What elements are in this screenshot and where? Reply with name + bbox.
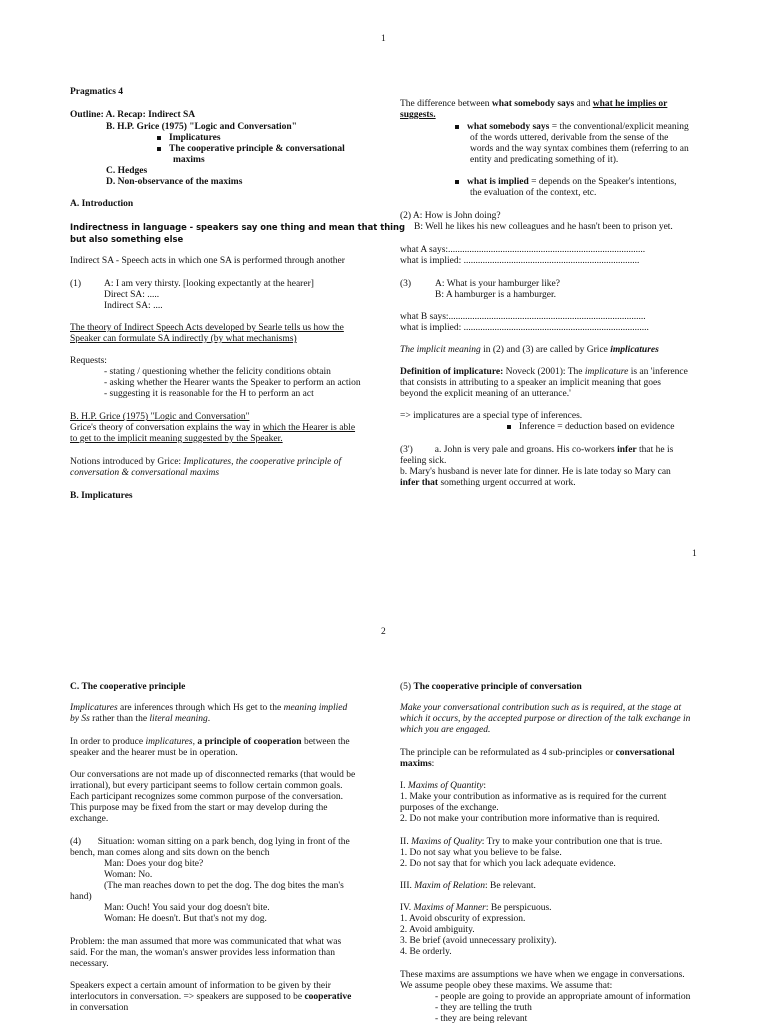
example-3p-a-line-2: feeling sick.	[400, 456, 447, 466]
what-is-implied-blank-1: what is implied: ..........................................................................	[400, 256, 640, 266]
cp-heading: (5) The cooperative principle of conversation	[400, 682, 582, 692]
implicatures-def-line-2: by Ss rather than the literal meaning.	[70, 714, 211, 724]
assumptions-item: - people are going to provide an appropriate amount of information	[435, 992, 691, 1002]
what-b-says-blank: what B says:...................................................................................	[400, 312, 646, 322]
implied-bullet: what is implied = depends on the Speaker's intentions,	[455, 177, 676, 188]
example-3p-b-line-2: infer that something urgent occurred at work.	[400, 478, 576, 488]
conversation-line-4: This purpose may be fixed from the start or may develop during the	[70, 803, 328, 813]
says-line-2: of the words uttered, derivable from the sense of the	[470, 133, 669, 143]
assumptions-item: - they are being relevant	[435, 1014, 528, 1024]
example-1-utterance: A: I am very thirsty. [looking expectantly at the hearer]	[104, 279, 314, 289]
grice-heading: B. H.P. Grice (1975) "Logic and Conversation"	[70, 412, 250, 422]
definition-line-3: beyond the explicit meaning of an utterance.'	[400, 389, 571, 399]
conversation-line-2: irrational), but every participant seems to follow certain common goals.	[70, 781, 343, 791]
example-2-a: (2) A: How is John doing?	[400, 211, 501, 221]
outline-d: D. Non-observance of the maxims	[106, 177, 243, 187]
expectation-line-3: in conversation	[70, 1003, 129, 1013]
relation-heading: III. Maxim of Relation: Be relevant.	[400, 881, 536, 891]
outline-b: B. H.P. Grice (1975) "Logic and Conversation"	[106, 122, 297, 132]
bullet-icon	[157, 147, 161, 151]
indirectness-line-1: Indirectness in language - speakers say one thing and mean that thing	[70, 222, 406, 232]
special-inference-line: => implicatures are a special type of inferences.	[400, 411, 583, 421]
example-3p-a: (3') a. John is very pale and groans. His co-workers infer that he is	[400, 445, 674, 455]
outline-b-bullet-2-cont: maxims	[173, 155, 205, 165]
bullet-icon	[455, 180, 459, 184]
definition-line-2: that consists in attributing to a speaker an implicit meaning that goes	[400, 378, 661, 388]
cp-text-line-1: Make your conversational contribution such as is required, at the stage at	[400, 703, 682, 713]
says-line-4: entity and predicating something of it).	[470, 155, 619, 165]
quality-2: 2. Do not say that for which you lack adequate evidence.	[400, 859, 616, 869]
example-4-line-4: Woman: No.	[104, 870, 153, 880]
requests-item: - stating / questioning whether the felicity conditions obtain	[104, 367, 331, 377]
example-3-b: B: A hamburger is a hamburger.	[435, 290, 557, 300]
section-a-heading: A. Introduction	[70, 199, 134, 209]
quantity-heading: I. Maxims of Quantity:	[400, 781, 487, 791]
bullet-icon	[157, 136, 161, 140]
manner-2: 2. Avoid ambiguity.	[400, 925, 475, 935]
quantity-2: 2. Do not make your contribution more informative than is required.	[400, 814, 660, 824]
example-4-line-7: Man: Ouch! You said your dog doesn't bite.	[104, 903, 270, 913]
problem-line-2: said. For the man, the woman's answer provides less information than	[70, 948, 336, 958]
says-bullet: what somebody says = the conventional/explicit meaning	[455, 122, 689, 133]
example-3p-b-line-1: b. Mary's husband is never late for dinner. He is late today so Mary can	[400, 467, 671, 477]
grice-line-1: Grice's theory of conversation explains the way in which the Hearer is able	[70, 423, 356, 433]
expectation-line-2: interlocutors in conversation. => speakers are supposed to be cooperative	[70, 992, 352, 1002]
example-1-indirect: Indirect SA: ....	[104, 301, 163, 311]
conversation-line-5: exchange.	[70, 814, 109, 824]
section-c-heading: C. The cooperative principle	[70, 682, 186, 692]
quality-1: 1. Do not say what you believe to be false.	[400, 848, 562, 858]
assumptions-line-2: We assume people obey these maxims. We assume that:	[400, 981, 613, 991]
problem-line-3: necessary.	[70, 959, 109, 969]
definition-line-1: Definition of implicature: Noveck (2001): The implicature is an 'inference	[400, 367, 688, 377]
quantity-1-line-2: purposes of the exchange.	[400, 803, 499, 813]
assumptions-line-1: These maxims are assumptions we have when we engage in conversations.	[400, 970, 685, 980]
example-1-number: (1)	[70, 279, 82, 289]
page-1-number-top: 1	[381, 34, 386, 44]
implied-line-2: the evaluation of the context, etc.	[470, 188, 597, 198]
difference-line-1: The difference between what somebody says and what he implies or	[400, 99, 668, 109]
problem-line-1: Problem: the man assumed that more was communicated that what was	[70, 937, 342, 947]
notions-line-1: Notions introduced by Grice: Implicatures, the cooperative principle of	[70, 457, 342, 467]
theory-line-1: The theory of Indirect Speech Acts developed by Searle tells us how the	[70, 323, 344, 333]
quantity-1-line-1: 1. Make your contribution as informative as is required for the current	[400, 792, 667, 802]
outline-a: Outline: A. Recap: Indirect SA	[70, 110, 196, 120]
example-4-line-2: bench, man comes along and sits down on the bench	[70, 848, 270, 858]
bullet-icon	[455, 125, 459, 129]
says-line-3: words and the way syntax combines them (referring to an	[470, 144, 689, 154]
manner-4: 4. Be orderly.	[400, 947, 452, 957]
example-3-number: (3)	[400, 279, 412, 289]
manner-heading: IV. Maxims of Manner: Be perspicuous.	[400, 903, 552, 913]
example-4-line-6: hand)	[70, 892, 92, 902]
cooperation-line-1: In order to produce implicatures, a principle of cooperation between the	[70, 737, 350, 747]
what-a-says-blank: what A says:...................................................................................	[400, 245, 646, 255]
reformulation-line-1: The principle can be reformulated as 4 sub-principles or conversational	[400, 748, 675, 758]
document-title: Pragmatics 4	[70, 87, 124, 97]
inference-bullet: Inference = deduction based on evidence	[507, 422, 674, 433]
grice-line-2: to get to the implicit meaning suggested by the Speaker.	[70, 434, 283, 444]
bullet-icon	[507, 425, 511, 429]
difference-line-2: suggests.	[400, 110, 436, 120]
what-is-implied-blank-2: what is implied: ..............................................................................	[400, 323, 649, 333]
cp-text-line-2: which it occurs, by the accepted purpose or direction of the talk exchange in	[400, 714, 691, 724]
page-2-number-top: 2	[381, 627, 386, 637]
example-2-b: B: Well he likes his new colleagues and he hasn't been to prison yet.	[414, 222, 673, 232]
section-b-heading: B. Implicatures	[70, 491, 133, 501]
theory-line-2: Speaker can formulate SA indirectly (by what mechanisms)	[70, 334, 297, 344]
notions-line-2: conversation & conversational maxims	[70, 468, 220, 478]
example-4-line-3: Man: Does your dog bite?	[104, 859, 204, 869]
reformulation-line-2: maxims:	[400, 759, 435, 769]
page-1-number-bottom: 1	[692, 549, 697, 559]
cp-text-line-3: which you are engaged.	[400, 725, 491, 735]
example-3-a: A: What is your hamburger like?	[435, 279, 560, 289]
expectation-line-1: Speakers expect a certain amount of information to be given by their	[70, 981, 331, 991]
example-1-direct: Direct SA: .....	[104, 290, 160, 300]
quality-heading: II. Maxims of Quality: Try to make your contribution one that is true.	[400, 837, 663, 847]
requests-item: - suggesting it is reasonable for the H to perform an act	[104, 389, 314, 399]
requests-label: Requests:	[70, 356, 107, 366]
requests-item: - asking whether the Hearer wants the Speaker to perform an action	[104, 378, 361, 388]
implicatures-def-line-1: Implicatures are inferences through which Hs get to the meaning implied	[70, 703, 348, 713]
indirect-sa-definition: Indirect SA - Speech acts in which one SA is performed through another	[70, 256, 345, 266]
example-4-line-1: (4) Situation: woman sitting on a park bench, dog lying in front of the	[70, 837, 350, 847]
manner-3: 3. Be brief (avoid unnecessary prolixity).	[400, 936, 557, 946]
assumptions-item: - they are telling the truth	[435, 1003, 532, 1013]
outline-b-bullet-2: The cooperative principle & conversational	[157, 144, 345, 155]
outline-c: C. Hedges	[106, 166, 148, 176]
conversation-line-3: Each participant recognizes some common purpose of the conversation.	[70, 792, 344, 802]
outline-b-bullet-1: Implicatures	[157, 133, 221, 144]
cooperation-line-2: speaker and the hearer must be in operation.	[70, 748, 238, 758]
implicit-meaning-line: The implicit meaning in (2) and (3) are called by Grice implicatures	[400, 345, 659, 355]
indirectness-line-2: but also something else	[70, 234, 184, 244]
manner-1: 1. Avoid obscurity of expression.	[400, 914, 526, 924]
conversation-line-1: Our conversations are not made up of disconnected remarks (that would be	[70, 770, 356, 780]
example-4-line-5: (The man reaches down to pet the dog. The dog bites the man's	[104, 881, 344, 891]
example-4-line-8: Woman: He doesn't. But that's not my dog.	[104, 914, 267, 924]
